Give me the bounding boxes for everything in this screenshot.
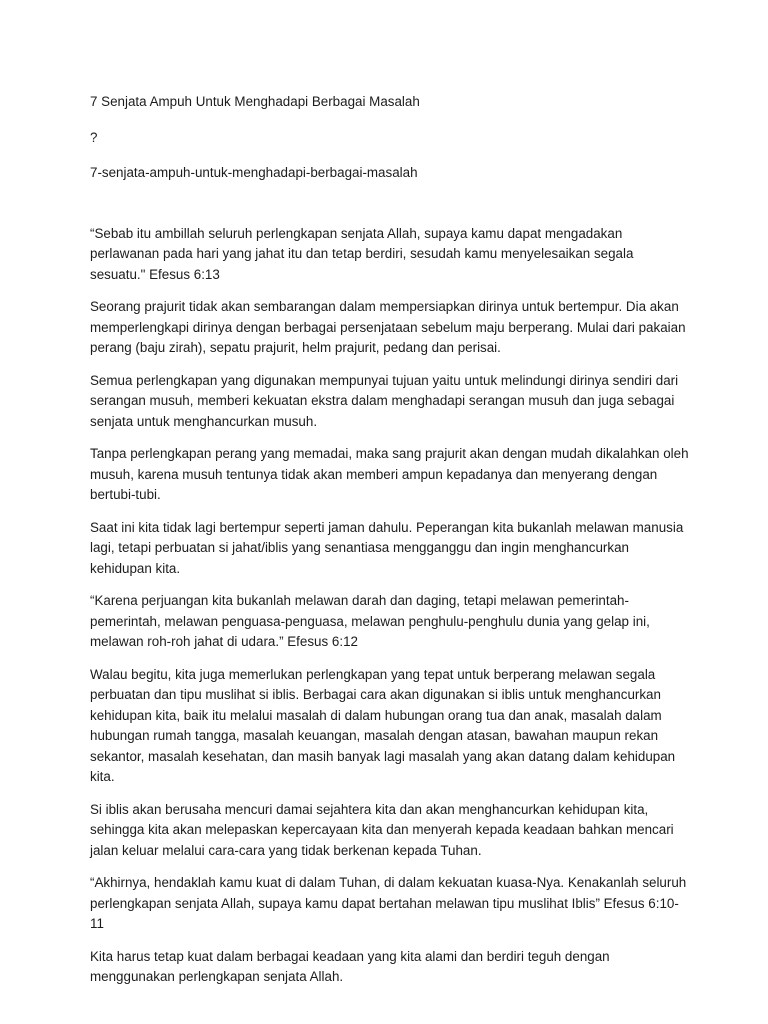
paragraph-1: “Sebab itu ambillah seluruh perlengkapan senjata Allah, supaya kamu dapat mengadakan perlawanan pada hari yang jahat itu dan tetap berdiri, sesudah kamu menyelesaikan segala sesuatu." Efesus 6:13 — [90, 225, 634, 282]
document-page — [90, 92, 690, 1000]
paragraph-2: Seorang prajurit tidak akan sembarangan dalam mempersiapkan dirinya untuk bertempur. Dia akan memperlengkapi dirinya dengan berbagai persenjataan sebelum maju berperang. Mulai dari pakaian perang (baju zirah), sepatu prajurit, helm prajurit, pedang dan perisai. — [90, 299, 686, 355]
paragraph-8: Si iblis akan berusaha mencuri damai sejahtera kita dan akan menghancurkan kehidupan kita, sehingga kita akan melepaskan kepercayaan kita dan menyerah kepada keadaan bahkan mencari jalan keluar melalui cara-cara yang tidak berkenan kepada Tuhan. — [90, 801, 674, 858]
paragraph-9: “Akhirnya, hendaklah kamu kuat di dalam Tuhan, di dalam kekuatan kuasa-Nya. Kenakanlah seluruh perlengkapan senjata Allah, supaya kamu dapat bertahan melawan tipu muslihat Iblis” Efesus 6:10-11 — [90, 875, 687, 931]
document-title: 7 Senjata Ampuh Untuk Menghadapi Berbagai Masalah — [90, 94, 420, 109]
paragraph-4: Tanpa perlengkapan perang yang memadai, maka sang prajurit akan dengan mudah dikalahkan oleh musuh, karena musuh tentunya tidak akan memberi ampun kepadanya dan menyerang dengan bertubi-tubi. — [90, 446, 689, 502]
paragraph-5: Saat ini kita tidak lagi bertempur seperti jaman dahulu. Peperangan kita bukanlah melawan manusia lagi, tetapi perbuatan si jahat/iblis yang senantiasa mengganggu dan ingin menghancurkan kehidupan kita. — [90, 519, 684, 576]
paragraph-10: Kita harus tetap kuat dalam berbagai keadaan yang kita alami dan berdiri teguh dengan menggunakan perlengkapan senjata Allah. — [90, 948, 610, 984]
paragraph-3: Semua perlengkapan yang digunakan mempunyai tujuan yaitu untuk melindungi dirinya sendiri dari serangan musuh, memberi kekuatan ekstra dalam menghadapi serangan musuh dan juga sebagai senjata untuk menghancurkan musuh. — [90, 372, 679, 429]
question-marker: ? — [90, 129, 98, 145]
paragraph-7: Walau begitu, kita juga memerlukan perlengkapan yang tepat untuk berperang melawan segala perbuatan dan tipu muslihat si iblis. Berbagai cara akan digunakan si iblis untuk menghancurkan kehidupan kita, baik itu melalui masalah di dalam hubungan orang tua dan anak, masalah dalam hubungan rumah tangga, masalah keuangan, masalah dengan atasan, bawahan maupun rekan sekantor, masalah kesehatan, dan masih banyak lagi masalah yang akan datang dalam kehidupan kita. — [90, 666, 676, 784]
document-slug: 7-senjata-ampuh-untuk-menghadapi-berbagai-masalah — [90, 165, 418, 180]
paragraph-6: “Karena perjuangan kita bukanlah melawan darah dan daging, tetapi melawan pemerintah-pemerintah, melawan penguasa-penguasa, melawan penghulu-penghulu dunia yang gelap ini, melawan roh-roh jahat di udara.” Efesus 6:12 — [90, 593, 650, 649]
